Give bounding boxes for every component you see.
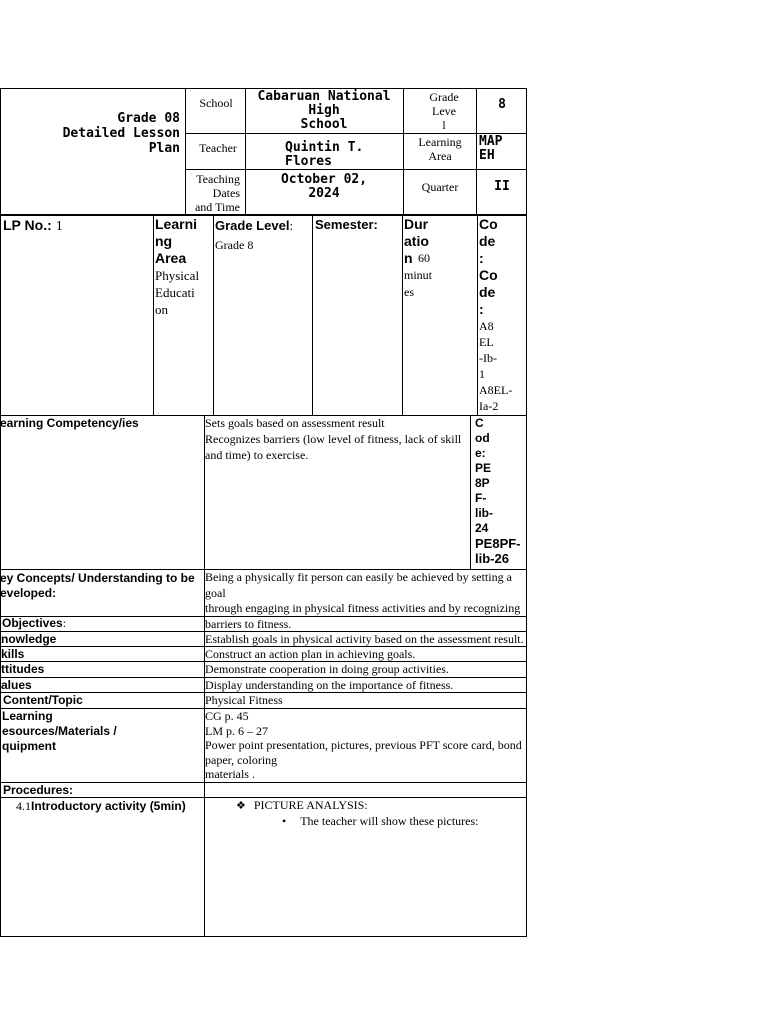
code-label-1: Co de : bbox=[479, 216, 498, 266]
objectives-heading: Objectives: bbox=[2, 616, 67, 630]
learning-area-cell bbox=[155, 216, 211, 318]
competency-code-cell bbox=[475, 416, 527, 566]
competency-code-value-2: PE8PF- lib-26 bbox=[475, 536, 521, 566]
learning-area-value: MAP EH bbox=[479, 134, 503, 163]
quarter-value: II bbox=[494, 179, 510, 194]
diamond-bullet-icon: ❖ bbox=[236, 800, 246, 812]
lp-number-value: 1 bbox=[55, 219, 63, 234]
info-col-divider-3 bbox=[312, 215, 313, 416]
header-col-divider-1 bbox=[185, 88, 186, 215]
duration-value: 60 minut es bbox=[404, 251, 433, 299]
skills-label: kills bbox=[1, 647, 25, 661]
info-col-divider-5 bbox=[477, 215, 478, 416]
code-values: A8 EL -Ib- 1 A8EL- Ia-2 bbox=[479, 319, 513, 413]
knowledge-text: Establish goals in physical activity based on the assessment result. bbox=[205, 632, 524, 646]
procedures-label: Procedures: bbox=[3, 783, 74, 797]
introductory-activity-heading bbox=[16, 799, 204, 814]
resources-text: CG p. 45 LM p. 6 – 27 Power point presentation, pictures, previous PFT score card, bond paper, coloring materials . bbox=[205, 709, 522, 782]
attitudes-text: Demonstrate cooperation in doing group activities. bbox=[205, 662, 449, 676]
duration-label: Dur atio n bbox=[404, 216, 429, 266]
skills-text: Construct an action plan in achieving goals. bbox=[205, 647, 416, 661]
semester-label: Semester: bbox=[315, 217, 378, 232]
content-text: Physical Fitness bbox=[205, 693, 283, 707]
header-col-divider-3 bbox=[403, 88, 404, 215]
school-label: School bbox=[199, 96, 233, 110]
instruction-text: The teacher will show these pictures: bbox=[300, 814, 479, 828]
competency-text-1: Sets goals based on assessment result bbox=[205, 416, 385, 430]
values-text: Display understanding on the importance of fitness. bbox=[205, 678, 454, 692]
teaching-dates-value: October 02, 2024 bbox=[280, 172, 368, 201]
grade-level-label: Grade Leve l bbox=[429, 90, 459, 132]
content-label: Content/Topic bbox=[3, 693, 83, 707]
objectives-label: Objectives bbox=[2, 616, 63, 630]
competency-code-label: C od e: bbox=[475, 416, 490, 460]
info-learning-area-value: Physical Educati on bbox=[155, 268, 200, 317]
teacher-value: Quintin T. Flores bbox=[285, 140, 364, 169]
knowledge-label: nowledge bbox=[1, 632, 57, 646]
code-label-2: Co de : bbox=[479, 267, 498, 317]
quarter-label: Quarter bbox=[421, 180, 459, 194]
learning-area-label: Learning Area bbox=[418, 135, 462, 163]
left-border bbox=[0, 88, 1, 937]
header-col-divider-4 bbox=[476, 88, 477, 215]
dot-bullet-icon: • bbox=[282, 814, 287, 828]
competency-code-value-1: PE 8P F- lib- 24 bbox=[475, 461, 493, 535]
key-concepts-label: ey Concepts/ Understanding to be eveloped: bbox=[0, 571, 195, 600]
lesson-plan-title: Grade 08 Detailed Lesson Plan bbox=[62, 111, 180, 156]
grade-level-cell: Grade Level: Grade 8 bbox=[215, 217, 311, 253]
school-value: Cabaruan National High School bbox=[257, 89, 391, 132]
picture-analysis-line bbox=[236, 798, 526, 813]
picture-analysis-label: PICTURE ANALYSIS: bbox=[253, 798, 368, 812]
duration-cell bbox=[404, 216, 476, 299]
info-learning-area-label: Learni ng Area bbox=[155, 216, 198, 266]
key-concepts-text: Being a physically fit person can easily be achieved by setting a goal through engaging in physical fitness activities and by recognizing barriers to fitness. bbox=[205, 570, 521, 631]
info-col-divider-4 bbox=[402, 215, 403, 416]
grade-level-value: 8 bbox=[498, 97, 506, 112]
activity-title: Introductory activity (5min) bbox=[31, 799, 186, 813]
bottom-border bbox=[0, 936, 527, 937]
info-grade-level-label: Grade Level bbox=[215, 218, 290, 233]
competency-label: earning Competency/ies bbox=[0, 416, 139, 430]
lp-number-label: LP No.: bbox=[3, 217, 52, 233]
activity-number: 4.1 bbox=[16, 799, 31, 813]
resources-label: Learning esources/Materials / quipment bbox=[2, 709, 117, 753]
info-col-divider-2 bbox=[213, 215, 214, 416]
info-grade-level-value: Grade 8 bbox=[215, 238, 254, 252]
instruction-line bbox=[282, 814, 526, 829]
attitudes-label: ttitudes bbox=[1, 662, 45, 676]
competency-text-2: Recognizes barriers (low level of fitness, lack of skill and time) to exercise. bbox=[205, 432, 462, 462]
competency-code-divider bbox=[470, 415, 471, 570]
teaching-dates-label: Teaching Dates and Time bbox=[194, 172, 240, 214]
code-cell bbox=[479, 216, 525, 414]
lp-number-cell bbox=[3, 217, 151, 235]
values-label: alues bbox=[1, 678, 32, 692]
teacher-label: Teacher bbox=[199, 141, 237, 155]
info-col-divider-1 bbox=[153, 215, 154, 416]
